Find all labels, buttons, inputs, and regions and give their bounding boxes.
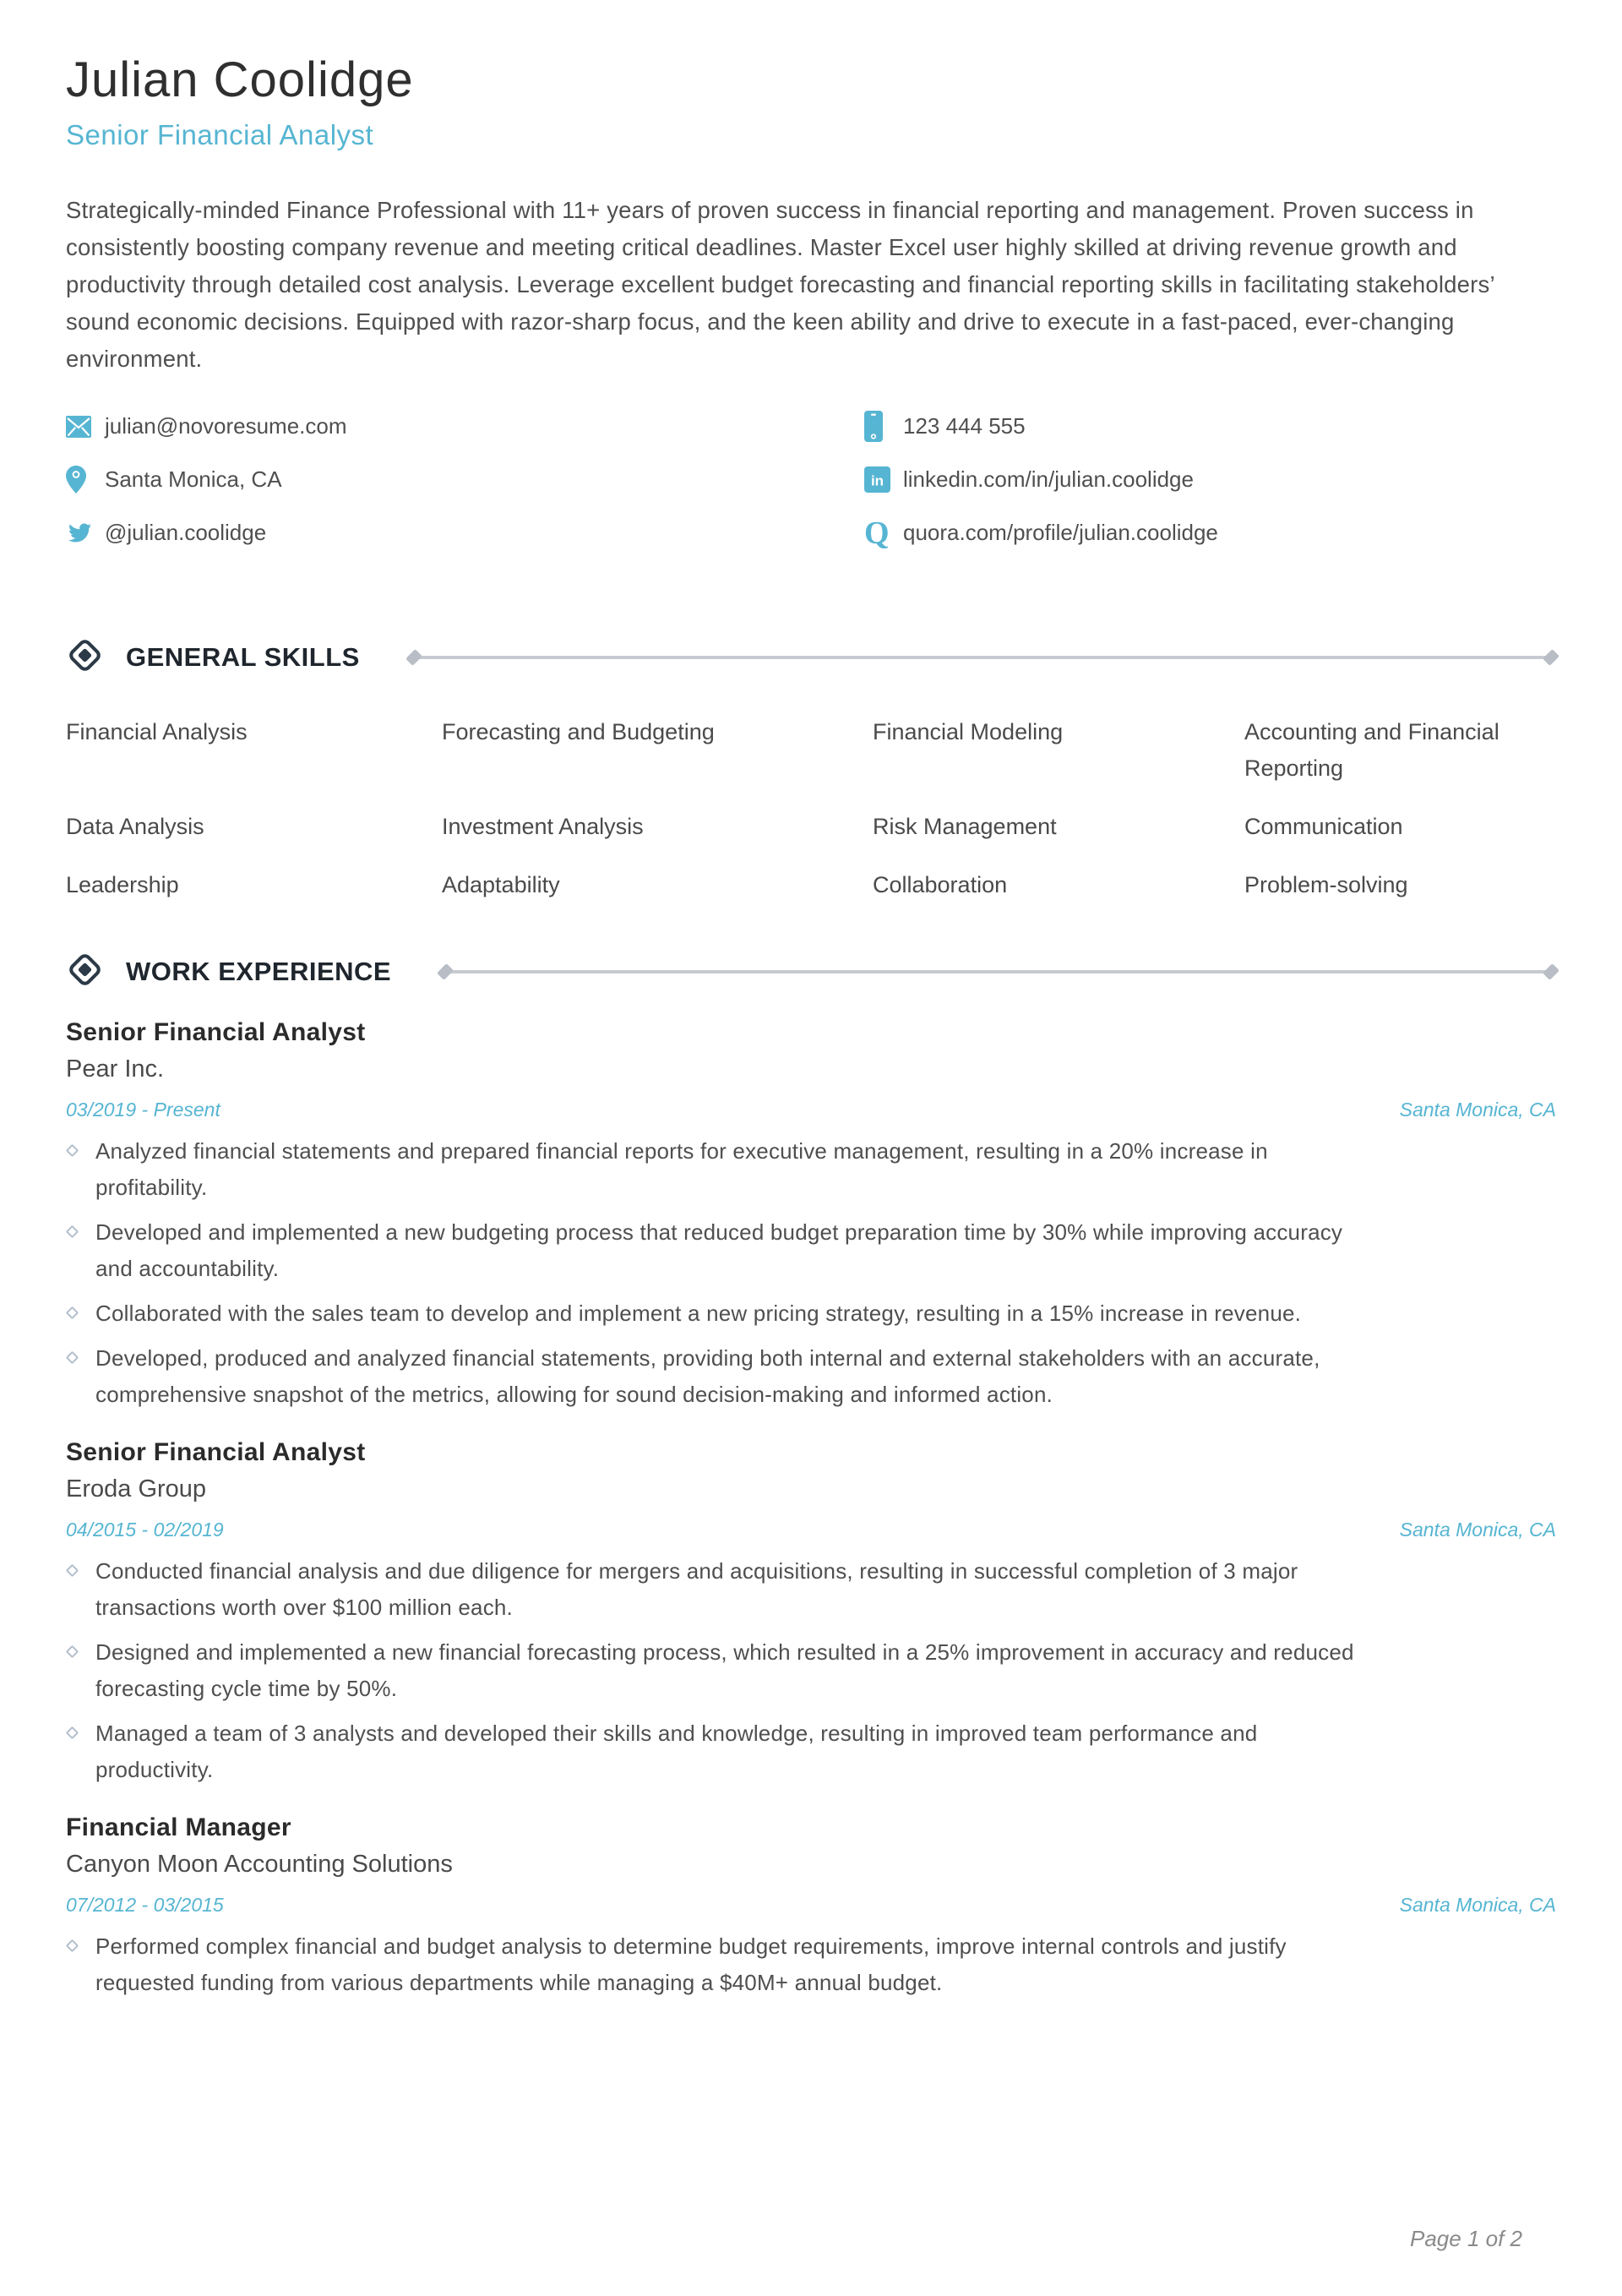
job-dates: 03/2019 - Present	[66, 1098, 220, 1121]
job-location: Santa Monica, CA	[1399, 1893, 1556, 1916]
skill-item: Accounting and Financial Reporting	[1244, 718, 1500, 781]
skill-item: Data Analysis	[66, 813, 204, 839]
summary-text: Strategically-minded Finance Professional with 11+ years of proven success in financial reporting and management. Proven success in consistently boosting company revenue and meeting critical deadlines. Master Excel user highly skilled at driving revenue growth and productivity through detailed cost analysis. Leverage excellent budget forecasting and financial reporting skills in facilitating stakeholders’ sound economic decisions. Equipped with razor-sharp focus, and the keen ability and drive to execute in a fast-paced, ever-changing environment.	[66, 196, 1494, 372]
skill-item: Communication	[1244, 813, 1403, 839]
bullet-diamond-icon	[66, 1939, 79, 1952]
contact-location: Santa Monica, CA	[105, 466, 282, 493]
bullet-item	[66, 1340, 1556, 1413]
contact-section	[66, 408, 1556, 552]
job-meta	[66, 1894, 1556, 1917]
contact-email-row	[66, 408, 864, 445]
svg-text:in: in	[870, 472, 884, 489]
bullet-item	[66, 1214, 1556, 1287]
bullet-item	[66, 1133, 1556, 1206]
bullet-diamond-icon	[66, 1143, 79, 1157]
skills-grid	[66, 714, 1556, 903]
experience-section-title: WORK EXPERIENCE	[126, 956, 392, 986]
skills-section-header	[66, 636, 1556, 679]
section-diamond-icon	[66, 951, 104, 993]
contact-phone-row	[864, 408, 1556, 445]
bullet-text: Developed, produced and analyzed financial statements, providing both internal and external stakeholders with an accurate, comprehensive snapshot of the metrics, allowing for sound decision-making and informed action.	[95, 1344, 1320, 1407]
bullet-diamond-icon	[66, 1224, 79, 1238]
twitter-icon	[66, 521, 105, 544]
job-company: Eroda Group	[66, 1475, 207, 1502]
bullet-text: Developed and implemented a new budgeting process that reduced budget preparation time by 30% while improving accuracy and accountability.	[95, 1219, 1343, 1281]
bullet-diamond-icon	[66, 1563, 79, 1577]
bullet-item	[66, 1295, 1556, 1332]
contact-location-row	[66, 461, 864, 499]
bullet-item	[66, 1715, 1556, 1788]
linkedin-icon	[864, 466, 903, 493]
skill-item: Problem-solving	[1244, 871, 1408, 897]
contact-phone: 123 444 555	[903, 413, 1026, 439]
bullet-text: Collaborated with the sales team to develop and implement a new pricing strategy, resulting in a 15% increase in revenue.	[95, 1300, 1302, 1326]
job-title: Financial Manager	[66, 1813, 291, 1841]
rule-diamond-right-icon	[1543, 963, 1559, 980]
section-rule	[440, 967, 1556, 977]
skills-section	[66, 636, 1556, 903]
job-company: Pear Inc.	[66, 1055, 165, 1083]
page-number: Page 1 of 2	[1410, 2226, 1522, 2251]
job-meta	[66, 1099, 1556, 1121]
rule-diamond-left-icon	[406, 649, 422, 666]
contact-column-right	[864, 408, 1556, 552]
contact-email[interactable]: julian@novoresume.com	[105, 413, 347, 439]
skill-item: Financial Modeling	[873, 718, 1064, 744]
job-title: Senior Financial Analyst	[66, 1437, 366, 1466]
job-entry	[66, 1018, 1556, 1413]
skill-item: Investment Analysis	[442, 813, 644, 839]
rule-diamond-left-icon	[437, 963, 454, 980]
bullet-text: Designed and implemented a new financial forecasting process, which resulted in a 25% improvement in accuracy and reduced forecasting cycle time by 50%.	[95, 1639, 1354, 1701]
rule-line	[447, 970, 1549, 973]
bullet-item	[66, 1928, 1556, 2001]
skill-item: Leadership	[66, 871, 179, 897]
skills-section-title: GENERAL SKILLS	[126, 641, 360, 672]
experience-section	[66, 951, 1556, 2001]
person-name: Julian Coolidge	[66, 52, 414, 107]
job-bullets	[66, 1928, 1556, 2001]
job-location: Santa Monica, CA	[1399, 1098, 1556, 1121]
bullet-text: Conducted financial analysis and due diligence for mergers and acquisitions, resulting in successful completion of 3 major transactions worth over $100 million each.	[95, 1557, 1298, 1620]
person-job-title: Senior Financial Analyst	[66, 118, 374, 150]
job-bullets	[66, 1553, 1556, 1788]
job-title: Senior Financial Analyst	[66, 1017, 366, 1046]
bullet-item	[66, 1553, 1556, 1626]
bullet-diamond-icon	[66, 1644, 79, 1658]
job-meta	[66, 1519, 1556, 1541]
contact-linkedin[interactable]: linkedin.com/in/julian.coolidge	[903, 466, 1194, 493]
bullet-item	[66, 1634, 1556, 1707]
job-dates: 04/2015 - 02/2019	[66, 1518, 224, 1541]
contact-linkedin-row	[864, 461, 1556, 499]
contact-twitter[interactable]: @julian.coolidge	[105, 520, 267, 546]
contact-quora-row	[864, 515, 1556, 552]
job-entry	[66, 1438, 1556, 1788]
section-rule	[409, 652, 1556, 663]
job-entry	[66, 1813, 1556, 2001]
quora-icon: Q	[864, 515, 890, 551]
section-diamond-icon	[66, 636, 104, 679]
bullet-diamond-icon	[66, 1350, 79, 1364]
contact-twitter-row	[66, 515, 864, 552]
job-bullets	[66, 1133, 1556, 1413]
job-dates: 07/2012 - 03/2015	[66, 1893, 224, 1916]
rule-line	[416, 656, 1549, 659]
skill-item: Risk Management	[873, 813, 1057, 839]
contact-quora[interactable]: quora.com/profile/julian.coolidge	[903, 520, 1218, 546]
job-location: Santa Monica, CA	[1399, 1518, 1556, 1541]
location-icon	[66, 466, 105, 494]
rule-diamond-right-icon	[1543, 649, 1559, 666]
skill-item: Forecasting and Budgeting	[442, 718, 715, 744]
experience-section-header	[66, 951, 1556, 993]
skill-item: Collaboration	[873, 871, 1008, 897]
bullet-text: Performed complex financial and budget analysis to determine budget requirements, improve internal controls and justify requested funding from various departments while managing a $40M+ annual budget.	[95, 1933, 1287, 1995]
bullet-text: Analyzed financial statements and prepared financial reports for executive management, resulting in a 20% increase in profitability.	[95, 1137, 1268, 1200]
phone-icon	[864, 411, 903, 442]
email-icon	[66, 416, 105, 438]
bullet-text: Managed a team of 3 analysts and developed their skills and knowledge, resulting in improved team performance and productivity.	[95, 1720, 1258, 1782]
skill-item: Adaptability	[442, 871, 560, 897]
skill-item: Financial Analysis	[66, 718, 248, 744]
job-company: Canyon Moon Accounting Solutions	[66, 1850, 453, 1878]
contact-column-left	[66, 408, 864, 552]
bullet-diamond-icon	[66, 1306, 79, 1319]
bullet-diamond-icon	[66, 1726, 79, 1739]
